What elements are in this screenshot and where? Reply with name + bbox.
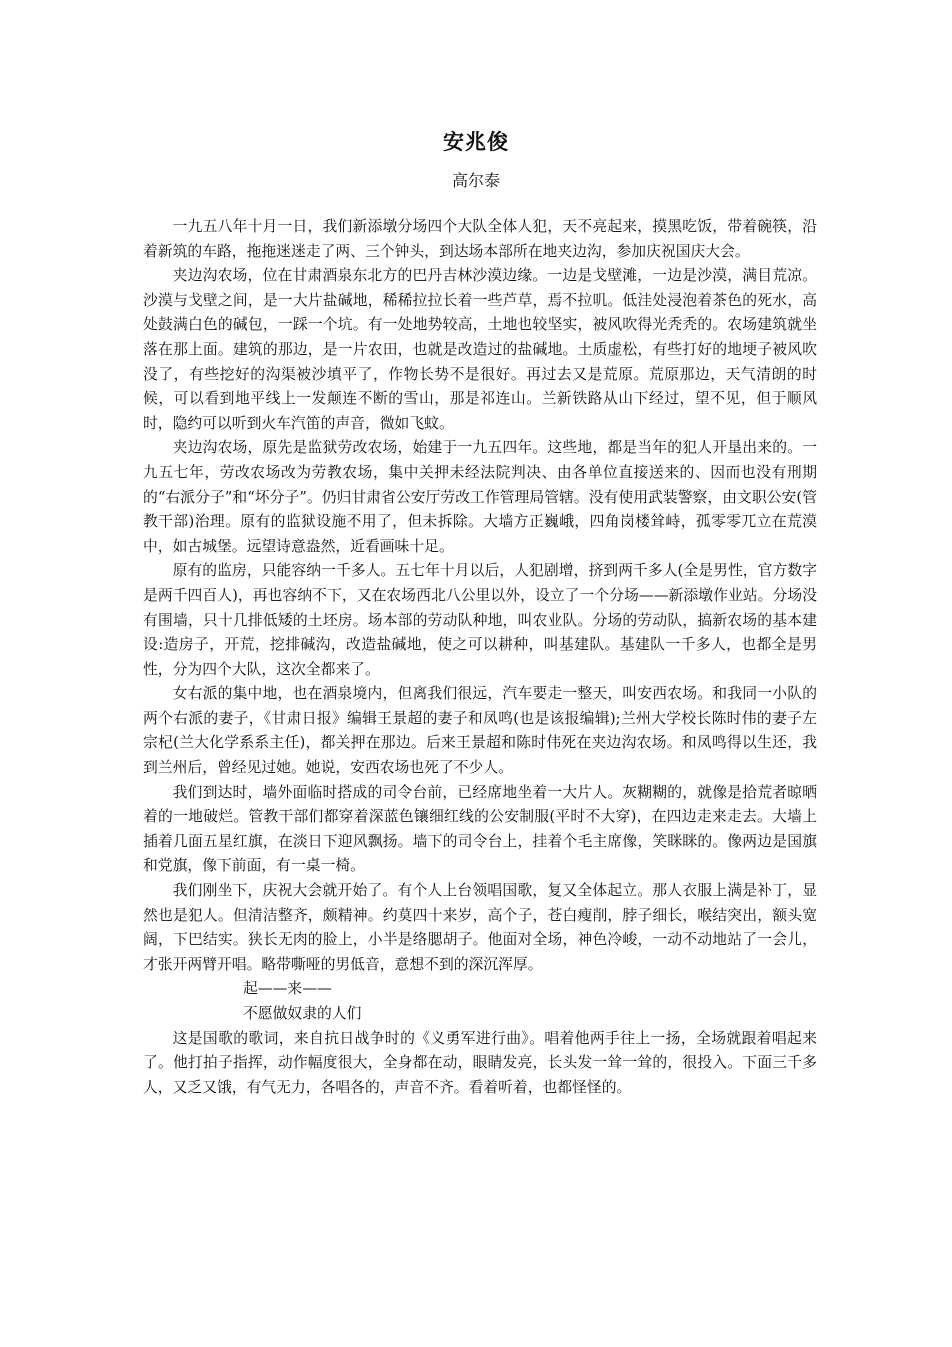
paragraph: 原有的监房，只能容纳一千多人。五七年十月以后，人犯剧增，挤到两千多人(全是男性，官方数字是两千四百人)，再也容纳不下，又在农场西北八公里以外，设立了一个分场——新添墩作业站。分场没有围墙，只十几排低矮的土坯房。场本部的劳动队种地，叫农业队。分场的劳动队，搞新农场的基本建设:造房子，开荒，挖排碱沟，改造盐碱地，使之可以耕种，叫基建队。基建队一千多人，也都全是男性，分为四个大队，这次全都来了。 (143, 562, 817, 678)
article-body (143, 215, 817, 1100)
paragraph: 这是国歌的歌词，来自抗日战争时的《义勇军进行曲》。唱着他两手往上一扬，全场就跟着唱起来了。他打拍子指挥，动作幅度很大，全身都在动，眼睛发亮，长头发一耸一耸的，很投入。下面三千多人，又乏又饿，有气无力，各唱各的，声音不齐。看着听着，也都怪怪的。 (143, 1029, 817, 1096)
paragraph: 夹边沟农场，原先是监狱劳改农场，始建于一九五四年。这些地，都是当年的犯人开垦出来的。一九五七年，劳改农场改为劳教农场，集中关押未经法院判决、由各单位直接送来的、因而也没有刑期的“右派分子”和“坏分子”。仍归甘肃省公安厅劳改工作管理局管辖。没有使用武装警察，由文职公安(管教干部)治理。原有的监狱设施不用了，但未拆除。大墙方正巍峨，四角岗楼耸峙，孤零零兀立在荒漠中，如古城堡。远望诗意盎然，近看画味十足。 (143, 439, 817, 555)
paragraph: 夹边沟农场，位在甘肃酒泉东北方的巴丹吉林沙漠边缘。一边是戈壁滩，一边是沙漠，满目荒凉。沙漠与戈壁之间，是一大片盐碱地，稀稀拉拉长着一些芦草，焉不拉叽。低洼处浸泡着茶色的死水，高处鼓满白色的碱包，一踩一个坑。有一处地势较高，土地也较坚实，被风吹得光秃秃的。农场建筑就坐落在那上面。建筑的那边，是一片农田，也就是改造过的盐碱地。土质虚松，有些打好的地埂子被风吹没了，有些挖好的沟渠被沙填平了，作物长势不是很好。再过去又是荒原。荒原那边，天气清朗的时候，可以看到地平线上一发颠连不断的雪山，那是祁连山。兰新铁路从山下经过，望不见，但于顺风时，隐约可以听到火车汽笛的声音，微如飞蚊。 (143, 267, 817, 432)
paragraph: 我们到达时，墙外面临时搭成的司令台前，已经席地坐着一大片人。灰糊糊的，就像是拾荒者晾晒着的一地破烂。管教干部们都穿着深蓝色镶细红线的公安制服(平时不大穿)，在四边走来走去。大墙上插着几面五星红旗，在淡日下迎风飘扬。墙下的司令台上，挂着个毛主席像，笑眯眯的。像两边是国旗和党旗，像下前面，有一桌一椅。 (143, 783, 817, 875)
paragraph: 女右派的集中地，也在酒泉境内，但离我们很远，汽车要走一整天，叫安西农场。和我同一小队的两个右派的妻子，《甘肃日报》编辑王景超的妻子和凤鸣(也是该报编辑);兰州大学校长陈时伟的妻子左宗杞(兰大化学系系主任)，都关押在那边。后来王景超和陈时伟死在夹边沟农场。和凤鸣得以生还，我到兰州后，曾经见过她。她说，安西农场也死了不少人。 (143, 685, 817, 777)
lyric-line: 起——来—— (243, 980, 332, 998)
paragraph: 一九五八年十月一日，我们新添墩分场四个大队全体人犯，天不亮起来，摸黑吃饭，带着碗筷，沿着新筑的车路，拖拖迷迷走了两、三个钟头，到达场本部所在地夹边沟，参加庆祝国庆大会。 (143, 218, 817, 260)
author-name: 高尔泰 (451, 171, 500, 190)
lyric-line: 不愿做奴隶的人们 (243, 1005, 362, 1022)
page-title: 安兆俊 (443, 129, 509, 154)
paragraph: 我们刚坐下，庆祝大会就开始了。有个人上台领唱国歌，复又全体起立。那人衣服上满是补丁，显然也是犯人。但清洁整齐，颇精神。约莫四十来岁，高个子，苍白瘦削，脖子细长，喉结突出，额头宽阔，下巴结实。狭长无肉的脸上，小半是络腮胡子。他面对全场，神色冷峻，一动不动地站了一会儿，才张开两臂开唱。略带嘶哑的男低音，意想不到的深沉浑厚。 (143, 882, 817, 973)
